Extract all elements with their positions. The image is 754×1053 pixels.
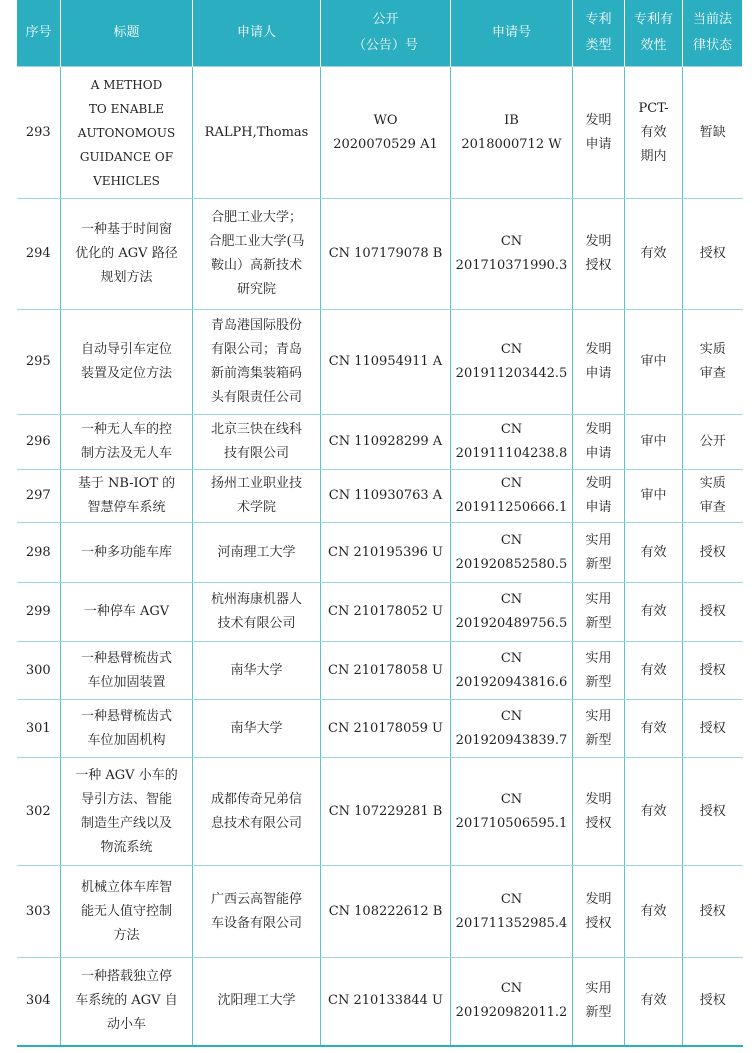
cell-pub: CN 110928299 A	[321, 415, 451, 470]
cell-applicant: 南华大学	[193, 642, 321, 700]
cell-title: A METHOD TO ENABLE AUTONOMOUS GUIDANCE OF VEHICLES	[61, 67, 193, 199]
cell-type: 发明 申请	[573, 310, 625, 415]
cell-title: 基于 NB-IOT 的 智慧停车系统	[61, 470, 193, 523]
cell-title: 一种无人车的控 制方法及无人车	[61, 415, 193, 470]
cell-appno: CN 201920943839.7	[451, 700, 573, 758]
cell-type: 发明 授权	[573, 866, 625, 958]
cell-type: 发明 申请	[573, 415, 625, 470]
table-row	[17, 67, 743, 199]
table-row	[17, 310, 743, 415]
table-row	[17, 415, 743, 470]
cell-pub: CN 210178058 U	[321, 642, 451, 700]
table-row	[17, 700, 743, 758]
table-row	[17, 470, 743, 523]
cell-applicant: 广西云高智能停 车设备有限公司	[193, 866, 321, 958]
cell-type: 发明 授权	[573, 199, 625, 310]
cell-appno: CN 201911250666.1	[451, 470, 573, 523]
patent-table	[16, 0, 743, 1047]
cell-applicant: 杭州海康机器人 技术有限公司	[193, 583, 321, 642]
cell-validity: 审中	[625, 470, 683, 523]
cell-validity: 有效	[625, 700, 683, 758]
cell-type: 发明 申请	[573, 67, 625, 199]
cell-title: 一种悬臂梳齿式 车位加固机构	[61, 700, 193, 758]
cell-status: 授权	[683, 642, 743, 700]
cell-title: 一种停车 AGV	[61, 583, 193, 642]
cell-title: 一种基于时间窗 优化的 AGV 路径 规划方法	[61, 199, 193, 310]
cell-appno: CN 201920943816.6	[451, 642, 573, 700]
cell-pub: CN 107179078 B	[321, 199, 451, 310]
cell-pub: CN 210195396 U	[321, 523, 451, 583]
cell-status: 授权	[683, 866, 743, 958]
cell-status: 授权	[683, 199, 743, 310]
cell-validity: 有效	[625, 758, 683, 866]
cell-title: 一种悬臂梳齿式 车位加固装置	[61, 642, 193, 700]
cell-status: 实质 审查	[683, 310, 743, 415]
cell-applicant: 成都传奇兄弟信 息技术有限公司	[193, 758, 321, 866]
cell-appno: CN 201711352985.4	[451, 866, 573, 958]
table-row	[17, 583, 743, 642]
cell-appno: CN 201920852580.5	[451, 523, 573, 583]
cell-status: 授权	[683, 758, 743, 866]
header-cell-applicant: 申请人	[193, 0, 321, 67]
table-row	[17, 958, 743, 1046]
cell-title: 自动导引车定位 装置及定位方法	[61, 310, 193, 415]
table-row	[17, 758, 743, 866]
cell-no: 293	[17, 67, 61, 199]
cell-applicant: 河南理工大学	[193, 523, 321, 583]
cell-no: 304	[17, 958, 61, 1046]
cell-appno: CN 201710506595.1	[451, 758, 573, 866]
table-body	[17, 67, 743, 1046]
cell-applicant: 北京三快在线科 技有限公司	[193, 415, 321, 470]
cell-validity: PCT- 有效 期内	[625, 67, 683, 199]
cell-status: 实质 审查	[683, 470, 743, 523]
cell-no: 296	[17, 415, 61, 470]
cell-pub: WO 2020070529 A1	[321, 67, 451, 199]
header-cell-type: 专利 类型	[573, 0, 625, 67]
cell-no: 298	[17, 523, 61, 583]
header-cell-appno: 申请号	[451, 0, 573, 67]
table-row	[17, 866, 743, 958]
cell-no: 299	[17, 583, 61, 642]
header-cell-validity: 专利有 效性	[625, 0, 683, 67]
cell-validity: 有效	[625, 958, 683, 1046]
cell-title: 机械立体车库智 能无人值守控制 方法	[61, 866, 193, 958]
header-cell-pub: 公开 （公告）号	[321, 0, 451, 67]
cell-appno: CN 201920982011.2	[451, 958, 573, 1046]
cell-type: 发明 授权	[573, 758, 625, 866]
cell-pub: CN 110954911 A	[321, 310, 451, 415]
cell-validity: 有效	[625, 523, 683, 583]
cell-pub: CN 210178052 U	[321, 583, 451, 642]
cell-type: 实用 新型	[573, 642, 625, 700]
cell-appno: CN 201911104238.8	[451, 415, 573, 470]
cell-validity: 有效	[625, 866, 683, 958]
cell-validity: 有效	[625, 583, 683, 642]
header-cell-no: 序号	[17, 0, 61, 67]
cell-status: 暂缺	[683, 67, 743, 199]
cell-status: 授权	[683, 700, 743, 758]
cell-applicant: 青岛港国际股份 有限公司；青岛 新前湾集装箱码 头有限责任公司	[193, 310, 321, 415]
cell-pub: CN 210178059 U	[321, 700, 451, 758]
cell-status: 授权	[683, 523, 743, 583]
header-cell-title: 标题	[61, 0, 193, 67]
cell-no: 297	[17, 470, 61, 523]
cell-applicant: 扬州工业职业技 术学院	[193, 470, 321, 523]
cell-status: 公开	[683, 415, 743, 470]
cell-pub: CN 108222612 B	[321, 866, 451, 958]
cell-status: 授权	[683, 583, 743, 642]
cell-title: 一种多功能车库	[61, 523, 193, 583]
cell-title: 一种 AGV 小车的 导引方法、智能 制造生产线以及 物流系统	[61, 758, 193, 866]
cell-pub: CN 107229281 B	[321, 758, 451, 866]
cell-no: 295	[17, 310, 61, 415]
cell-type: 实用 新型	[573, 700, 625, 758]
cell-applicant: 合肥工业大学； 合肥工业大学(马 鞍山）高新技术 研究院	[193, 199, 321, 310]
table-header	[17, 0, 743, 67]
cell-appno: CN 201920489756.5	[451, 583, 573, 642]
cell-applicant: 沈阳理工大学	[193, 958, 321, 1046]
cell-type: 实用 新型	[573, 958, 625, 1046]
cell-status: 授权	[683, 958, 743, 1046]
header-row	[17, 0, 743, 67]
header-cell-status: 当前法 律状态	[683, 0, 743, 67]
cell-appno: CN 201911203442.5	[451, 310, 573, 415]
cell-appno: IB 2018000712 W	[451, 67, 573, 199]
cell-applicant: RALPH,Thomas	[193, 67, 321, 199]
table-row	[17, 523, 743, 583]
cell-no: 302	[17, 758, 61, 866]
cell-appno: CN 201710371990.3	[451, 199, 573, 310]
cell-type: 发明 申请	[573, 470, 625, 523]
cell-validity: 有效	[625, 642, 683, 700]
cell-validity: 有效	[625, 199, 683, 310]
cell-type: 实用 新型	[573, 583, 625, 642]
cell-type: 实用 新型	[573, 523, 625, 583]
cell-no: 301	[17, 700, 61, 758]
table-row	[17, 199, 743, 310]
cell-applicant: 南华大学	[193, 700, 321, 758]
cell-pub: CN 110930763 A	[321, 470, 451, 523]
cell-no: 303	[17, 866, 61, 958]
cell-title: 一种搭载独立停 车系统的 AGV 自 动小车	[61, 958, 193, 1046]
cell-validity: 审中	[625, 310, 683, 415]
cell-validity: 审中	[625, 415, 683, 470]
cell-no: 300	[17, 642, 61, 700]
table-row	[17, 642, 743, 700]
cell-no: 294	[17, 199, 61, 310]
cell-pub: CN 210133844 U	[321, 958, 451, 1046]
